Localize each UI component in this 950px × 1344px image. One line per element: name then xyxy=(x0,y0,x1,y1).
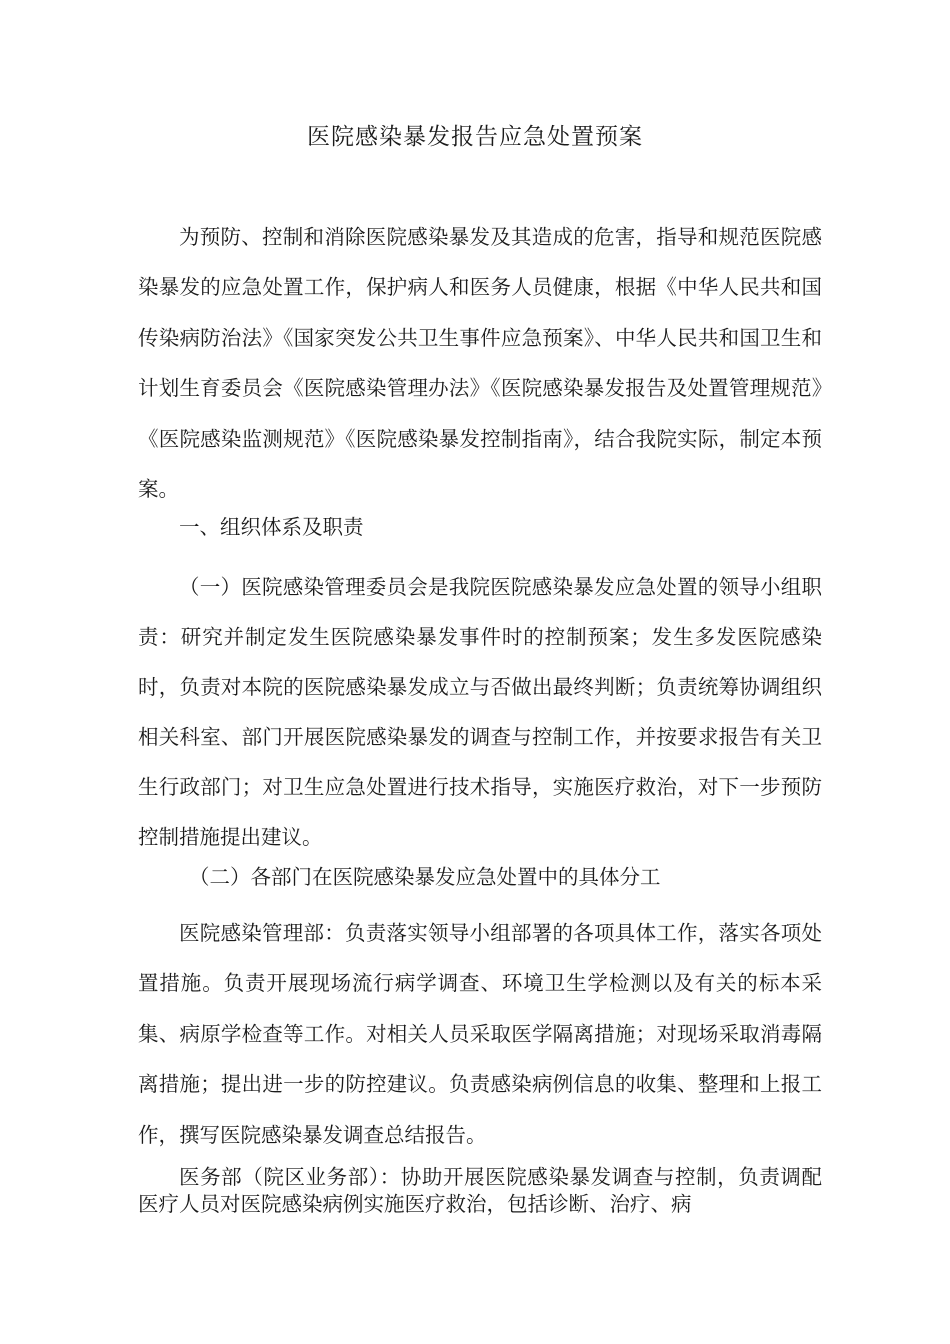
infection-dept-paragraph: 医院感染管理部：负责落实领导小组部署的各项具体工作，落实各项处置措施。负责开展现场流行病学调查、环境卫生学检测以及有关的标本采集、病原学检查等工作。对相关人员采取医学隔离措施；对现场采取消毒隔离措施；提出进一步的防控建议。负责感染病例信息的收集、整理和上报工作，撰写医院感染暴发调查总结报告。 xyxy=(138,921,822,1147)
document-title: 医院感染暴发报告应急处置预案 xyxy=(307,124,643,150)
medical-dept-paragraph: 医务部（院区业务部）：协助开展医院感染暴发调查与控制，负责调配医疗人员对医院感染病例实施医疗救治，包括诊断、治疗、病 xyxy=(138,1165,822,1216)
subsection-heading-division: （二）各部门在医院感染暴发应急处置中的具体分工 xyxy=(189,865,661,889)
section-heading-organization: 一、组织体系及职责 xyxy=(179,515,364,539)
committee-paragraph: （一）医院感染管理委员会是我院医院感染暴发应急处置的领导小组职责：研究并制定发生医院感染暴发事件时的控制预案；发生多发医院感染时，负责对本院的医院感染暴发成立与否做出最终判断；负责统筹协调组织相关科室、部门开展医院感染暴发的调查与控制工作，并按要求报告有关卫生行政部门；对卫生应急处置进行技术指导，实施医疗救治，对下一步预防控制措施提出建议。 xyxy=(138,575,822,849)
intro-paragraph: 为预防、控制和消除医院感染暴发及其造成的危害，指导和规范医院感染暴发的应急处置工作，保护病人和医务人员健康，根据《中华人民共和国传染病防治法》《国家突发公共卫生事件应急预案》、中华人民共和国卫生和计划生育委员会《医院感染管理办法》《医院感染暴发报告及处置管理规范》《医院感染监测规范》《医院感染暴发控制指南》，结合我院实际，制定本预案。 xyxy=(138,225,822,502)
